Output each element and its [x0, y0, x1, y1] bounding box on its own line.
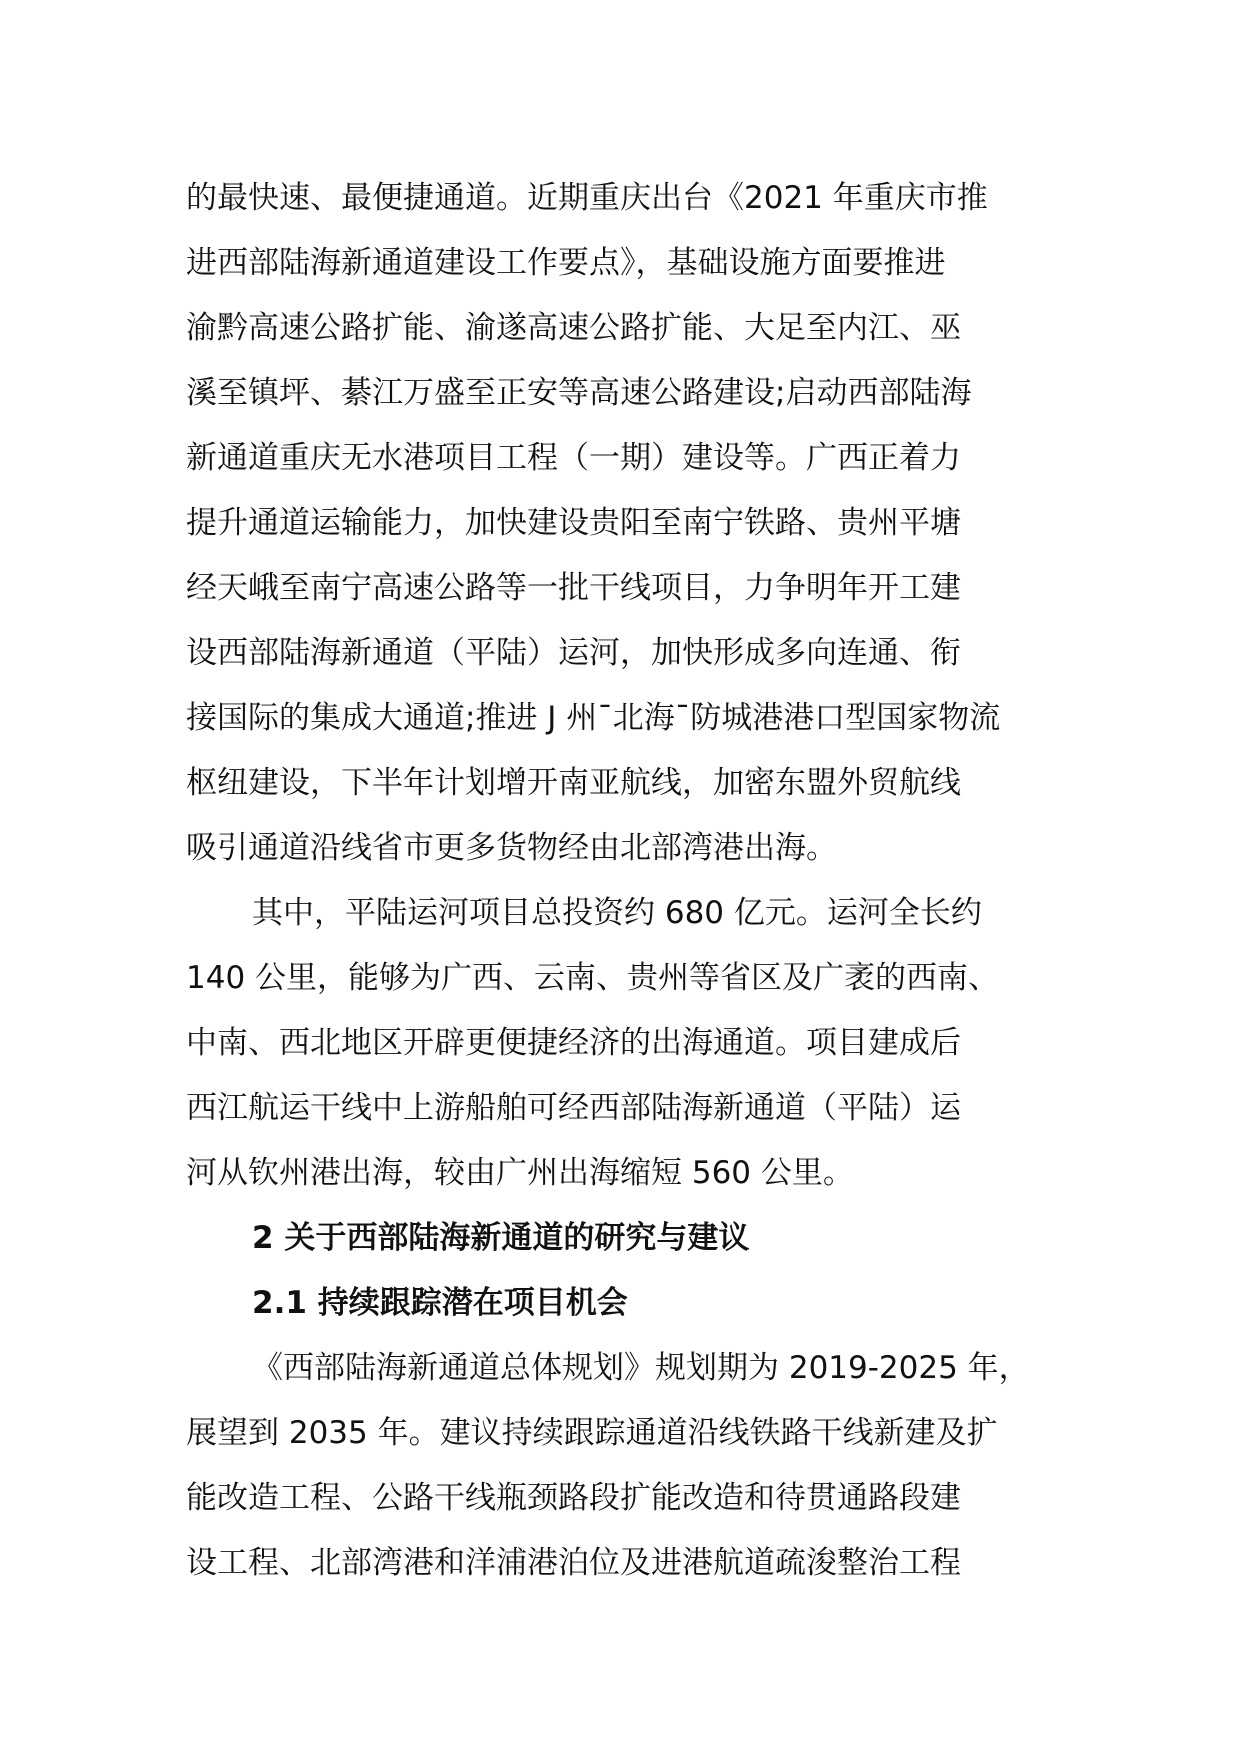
text-line-13: 140 公里，能够为广西、云南、贵州等省区及广袤的西南、 — [186, 960, 1000, 996]
text-line-4: 溪至镇坪、綦江万盛至正安等高速公路建设;启动西部陆海 — [186, 375, 972, 411]
text-line-16: 河从钦州港出海，较由广州出海缩短 560 公里。 — [186, 1155, 854, 1191]
subsection-heading: 2.1 持续跟踪潜在项目机会 — [252, 1285, 628, 1321]
document-body — [186, 166, 1076, 1596]
paragraph-start-line: 《西部陆海新通道总体规划》规划期为 2019-2025 年， — [252, 1350, 1030, 1386]
text-line-8: 设西部陆海新通道（平陆）运河，加快形成多向连通、衔 — [186, 635, 961, 671]
text-line-3: 渝黔高速公路扩能、渝遂高速公路扩能、大足至内江、巫 — [186, 310, 961, 346]
section-heading: 2 关于西部陆海新通道的研究与建议 — [252, 1220, 750, 1256]
text-line-20: 展望到 2035 年。建议持续跟踪通道沿线铁路干线新建及扩 — [186, 1415, 998, 1451]
text-line-14: 中南、西北地区开辟更便捷经济的出海通道。项目建成后 — [186, 1025, 961, 1061]
text-line-10: 枢纽建设，下半年计划增开南亚航线，加密东盟外贸航线 — [186, 765, 961, 801]
text-line-5: 新通道重庆无水港项目工程（一期）建设等。广西正着力 — [186, 440, 961, 476]
text-line-21: 能改造工程、公路干线瓶颈路段扩能改造和待贯通路段建 — [186, 1480, 961, 1516]
text-line-2: 进西部陆海新通道建设工作要点》，基础设施方面要推进 — [186, 245, 946, 281]
text-line-7: 经天峨至南宁高速公路等一批干线项目，力争明年开工建 — [186, 570, 961, 606]
paragraph-start-line: 其中，平陆运河项目总投资约 680 亿元。运河全长约 — [252, 895, 982, 931]
text-line-9: 接国际的集成大通道;推进 J 州¯北海¯防城港港口型国家物流 — [186, 700, 1001, 736]
text-line-11: 吸引通道沿线省市更多货物经由北部湾港出海。 — [186, 830, 837, 866]
text-line-1: 的最快速、最便捷通道。近期重庆出台《2021 年重庆市推 — [186, 180, 988, 216]
text-line-22: 设工程、北部湾港和洋浦港泊位及进港航道疏浚整治工程 — [186, 1545, 961, 1581]
text-line-15: 西江航运干线中上游船舶可经西部陆海新通道（平陆）运 — [186, 1090, 961, 1126]
text-line-6: 提升通道运输能力，加快建设贵阳至南宁铁路、贵州平塘 — [186, 505, 961, 541]
